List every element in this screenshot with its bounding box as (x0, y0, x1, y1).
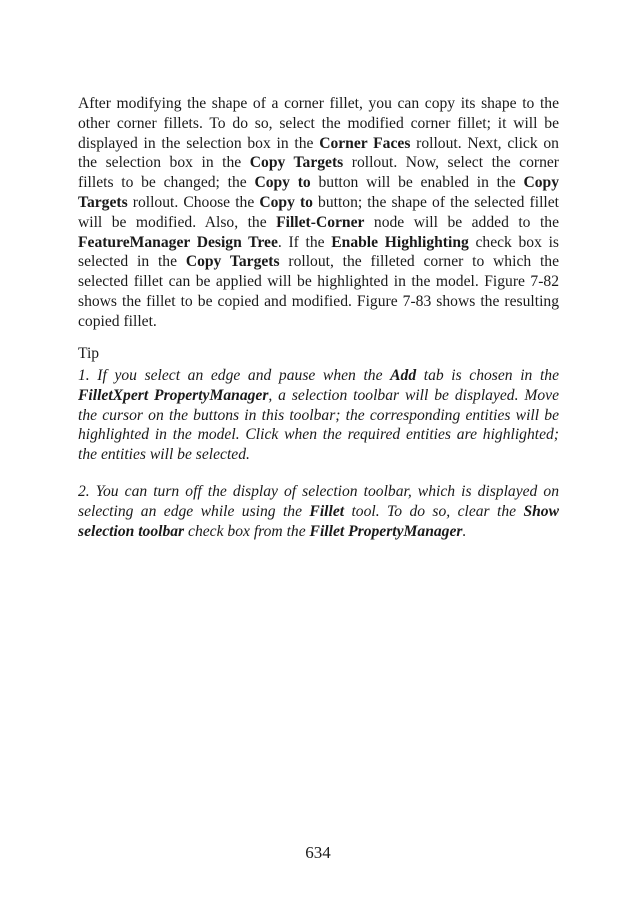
text-line (78, 292, 559, 312)
bold-term: Corner Faces (319, 134, 411, 152)
text-line (78, 344, 559, 364)
text-run: fillets to be changed; the (78, 174, 255, 192)
text-run: check box from the (184, 522, 310, 540)
text-line (78, 213, 559, 233)
text-run: , a selection toolbar will be displayed. Move (268, 386, 559, 404)
text-run: the cursor on the buttons in this toolbar; the corresponding entities will be (78, 406, 559, 424)
text-line (78, 94, 559, 114)
text-run: the entities will be selected. (78, 446, 250, 464)
text-run: . (462, 522, 467, 540)
text-line (78, 522, 559, 542)
bold-term: Show (523, 502, 559, 520)
text-run: rollout. Next, click on (410, 134, 559, 152)
bold-term: Copy to (259, 193, 313, 211)
text-run: tab is chosen in the (416, 367, 559, 384)
text-run: the selection box in the (78, 154, 250, 172)
text-line (78, 193, 559, 213)
text-run: After modifying the shape of a corner fillet, you can copy its shape to the (78, 95, 559, 112)
text-run: button; the shape of the selected fillet (312, 193, 560, 211)
text-run: 2. You can turn off the display of selection toolbar, which is displayed on (78, 483, 559, 500)
text-line (78, 425, 559, 445)
bold-term: Enable Highlighting (331, 233, 469, 251)
bold-term: Copy Targets (249, 154, 344, 172)
text-run: node will be added to the (364, 213, 559, 231)
tip-item-1 (78, 366, 559, 465)
text-run: shows the fillet to be copied and modified. Figure 7-83 shows the resulting (78, 292, 559, 310)
text-run: rollout. Now, select the corner (343, 154, 560, 172)
text-line (78, 312, 559, 332)
body-paragraph-copy-fillet (78, 94, 559, 332)
text-line (78, 482, 559, 502)
text-line (78, 386, 559, 406)
bold-term: Targets (78, 193, 128, 211)
text-run: highlighted in the model. Click when the required entities are highlighted; (78, 426, 559, 444)
page-number: 634 (305, 843, 331, 862)
bold-term: Copy Targets (185, 253, 280, 271)
text-run: rollout. Choose the (127, 193, 260, 211)
text-line (78, 233, 559, 253)
bold-term: Fillet (309, 502, 345, 520)
text-line (78, 406, 559, 426)
text-run: other corner fillets. To do so, select the modified corner fillet; it will be (78, 114, 559, 132)
bold-term: Copy (523, 174, 560, 192)
bold-term: Fillet-Corner (276, 213, 365, 231)
text-line (78, 502, 559, 522)
text-run: . If the (277, 233, 332, 251)
text-line (78, 272, 559, 292)
text-line (78, 153, 559, 173)
text-run: tool. To do so, clear the (344, 502, 524, 520)
bold-term: Fillet PropertyManager (309, 522, 463, 540)
text-run: will be modified. Also, the (78, 213, 277, 231)
text-line (78, 366, 559, 386)
text-run: Tip (78, 345, 100, 362)
text-run: selected fillet can be applied will be highlighted in the model. Figure 7-82 (78, 273, 559, 291)
text-run: displayed in the selection box in the (78, 134, 320, 152)
tip-heading (78, 344, 559, 364)
text-run: rollout, the filleted corner to which the (279, 253, 560, 271)
text-line (78, 445, 559, 465)
text-run: check box is (468, 233, 559, 251)
text-run: selecting an edge while using the (78, 502, 310, 520)
text-run: copied fillet. (78, 312, 157, 330)
text-line (78, 114, 559, 134)
bold-term: FeatureManager Design Tree (78, 233, 278, 251)
text-run: selected in the (78, 253, 186, 271)
text-line (78, 173, 559, 193)
text-line (78, 134, 559, 154)
text-run: button will be enabled in the (310, 174, 524, 192)
bold-term: Copy to (254, 174, 311, 192)
bold-term: FilletXpert PropertyManager (78, 386, 269, 404)
tip-item-2 (78, 482, 559, 541)
bold-term: Add (390, 367, 417, 384)
text-line (78, 252, 559, 272)
bold-term: selection toolbar (78, 522, 185, 540)
text-run: 1. If you select an edge and pause when the (78, 367, 391, 384)
